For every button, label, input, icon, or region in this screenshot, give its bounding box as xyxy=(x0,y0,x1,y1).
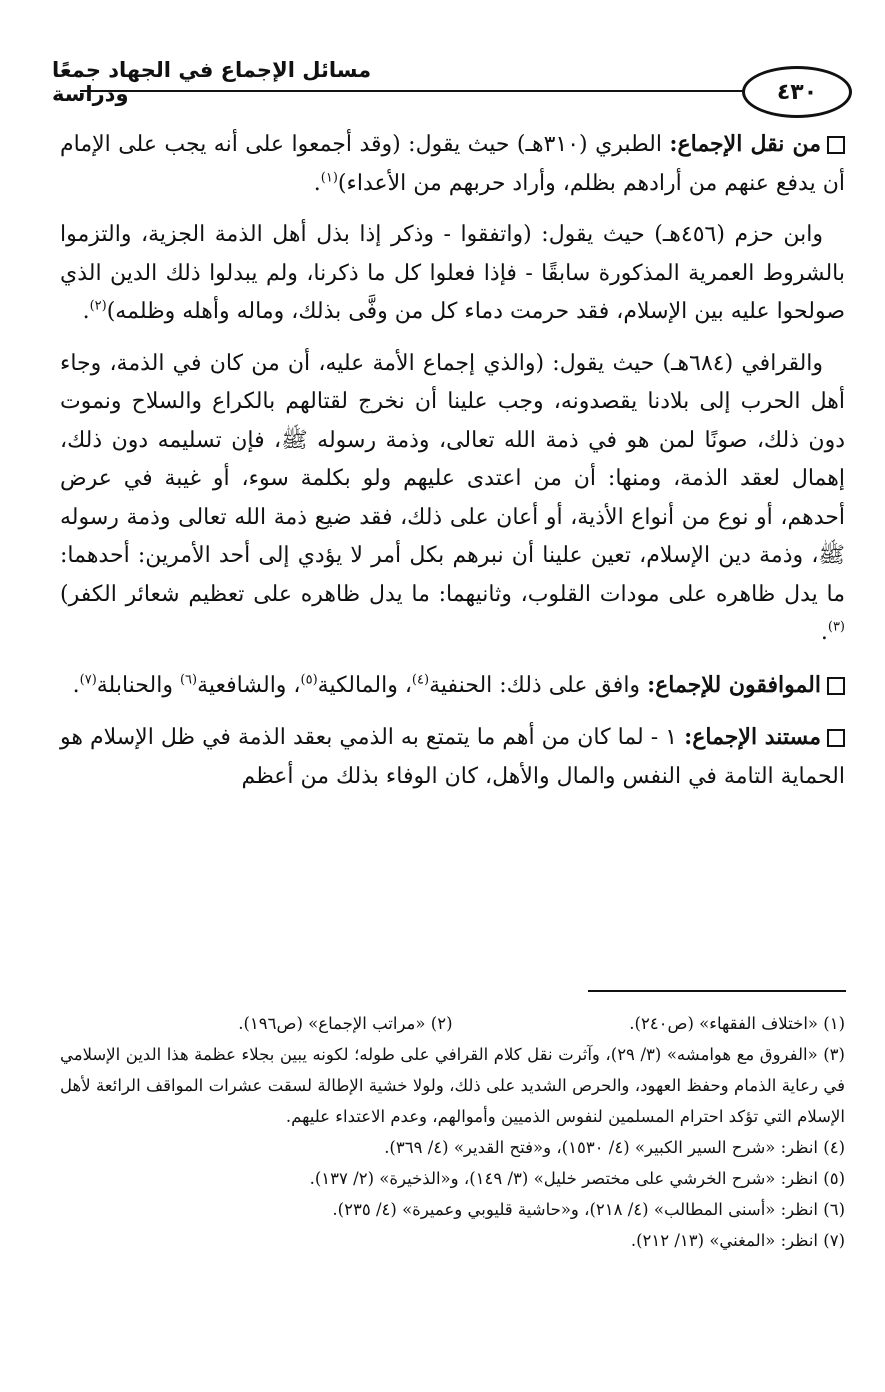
running-title: مسائل الإجماع في الجهاد جمعًا ودراسة xyxy=(52,58,372,106)
paragraph-agreeing xyxy=(60,666,845,706)
footnote-4: (٤) انظر: «شرح السير الكبير» (٤/ ١٥٣٠)، و«فتح القدير» (٤/ ٣٦٩). xyxy=(384,1138,845,1157)
footnote-ref[interactable]: (٦) xyxy=(179,672,198,688)
footnote-ref[interactable]: (٧) xyxy=(79,672,97,688)
paragraph-transmitters xyxy=(60,125,845,203)
footnote-ref[interactable]: (١) xyxy=(320,170,338,186)
footnote-rule xyxy=(588,990,846,992)
paragraph-text: وافق على ذلك: الحنفية xyxy=(429,672,648,698)
paragraph-text: الطبري (٣١٠هـ) حيث يقول: (وقد أجمعوا على أنه يجب على الإمام أن يدفع عنهم من أرادهم بظلم، وأراد حربهم من الأعداء) xyxy=(60,132,845,196)
page-number: ٤٣٠ xyxy=(742,66,852,118)
paragraph-end: . xyxy=(82,299,90,324)
paragraph-text: وابن حزم (٤٥٦هـ) حيث يقول: (واتفقوا - وذكر إذا بذل أهل الذمة الجزية، والتزموا بالشروط العمرية المذكورة سابقًا - فإذا فعلوا كل ما ذكرنا، ولم يبدلوا ذلك الدين الذي صولحوا عليه بين الإسلام، فقد حرمت دماء كل من وفَّى بذلك، وماله وأهله وظلمه) xyxy=(60,222,845,324)
paragraph-end: . xyxy=(313,170,321,196)
paragraph-text: والقرافي (٦٨٤هـ) حيث يقول: (والذي إجماع الأمة عليه، أن من كان في الذمة، وجاء أهل الحرب إلى بلادنا يقصدونه، وجب علينا أن نخرج لقتالهم بالكراع والسلاح ونموت دون ذلك، صونًا لمن هو في ذمة الله تعالى، وذمة رسوله ﷺ، فإن تسليمه دون ذلك، إهمال لعقد الذمة، ومنها: أن من اعتدى عليهم ولو بكلمة سوء، أو غيبة في عرض أحدهم، أو نوع من أنواع الأذية، أو أعان على ذلك، فقد ضيع ذمة الله تعالى وذمة رسوله ﷺ، وذمة دين الإسلام، تعين علينا أن نبرهم بكل أمر لا يؤدي إلى أحد الأمرين: أحدهما: ما يدل ظاهره على مودات القلوب، وثانيهما: ما يدل ظاهره على تعظيم شعائر الكفر) xyxy=(60,350,845,607)
paragraph-text: ، والشافعية xyxy=(197,672,301,698)
footnotes xyxy=(60,1008,845,1256)
square-bullet-icon xyxy=(827,136,845,154)
square-bullet-icon xyxy=(827,677,845,695)
paragraph-text: والحنابلة xyxy=(96,672,180,698)
footnote-5: (٥) انظر: «شرح الخرشي على مختصر خليل» (٣/ ١٤٩)، و«الذخيرة» (٢/ ١٣٧). xyxy=(309,1169,845,1188)
footnote-ref[interactable]: (٤) xyxy=(411,672,430,688)
footnote-7: (٧) انظر: «المغني» (١٣/ ٢١٢). xyxy=(630,1231,845,1250)
section-lead: الموافقون للإجماع: xyxy=(647,671,821,698)
paragraph-text: ١ - لما كان من أهم ما يتمتع به الذمي بعقد الذمة في ظل الإسلام هو الحماية التامة في النفس والمال والأهل، كان الوفاء بذلك من أعظم xyxy=(60,725,845,789)
paragraph-basis xyxy=(60,718,845,796)
header-rule xyxy=(80,90,785,92)
footnote-1: (١) «اختلاف الفقهاء» (ص٢٤٠). xyxy=(629,1014,845,1033)
footnote-3: (٣) «الفروق مع هوامشه» (٣/ ٢٩)، وآثرت نقل كلام القرافي على طوله؛ لكونه يبين بجلاء عظمة هذا الدين الإسلامي في رعاية الذمام وحفظ العهود، والحرص الشديد على ذلك، ولولا خشية الإطالة لسقت عشرات المواقف الرائعة لأهل الإسلام التي تؤكد احترام المسلمين لنفوس الذميين وأموالهم، وعدم الاعتداء عليهم. xyxy=(60,1045,845,1126)
section-lead: مستند الإجماع: xyxy=(684,724,821,750)
footnote-ref[interactable]: (٢) xyxy=(89,298,107,314)
footnote-row xyxy=(60,1008,845,1039)
footnote-ref[interactable]: (٥) xyxy=(300,672,318,688)
footnote-2: (٢) «مراتب الإجماع» (ص١٩٦). xyxy=(238,1014,453,1033)
paragraph-qarafi xyxy=(60,345,845,653)
square-bullet-icon xyxy=(827,729,845,747)
paragraph-end: . xyxy=(820,620,828,645)
paragraph-text: ، والمالكية xyxy=(317,672,412,698)
paragraph-ibn-hazm xyxy=(60,216,845,332)
paragraph-end: . xyxy=(72,672,80,698)
footnote-ref[interactable]: (٣) xyxy=(827,619,845,635)
section-lead: من نقل الإجماع: xyxy=(669,131,822,157)
main-text xyxy=(60,125,845,809)
page-header xyxy=(52,40,852,120)
footnote-6: (٦) انظر: «أسنى المطالب» (٤/ ٢١٨)، و«حاشية قليوبي وعميرة» (٤/ ٢٣٥). xyxy=(332,1200,845,1219)
